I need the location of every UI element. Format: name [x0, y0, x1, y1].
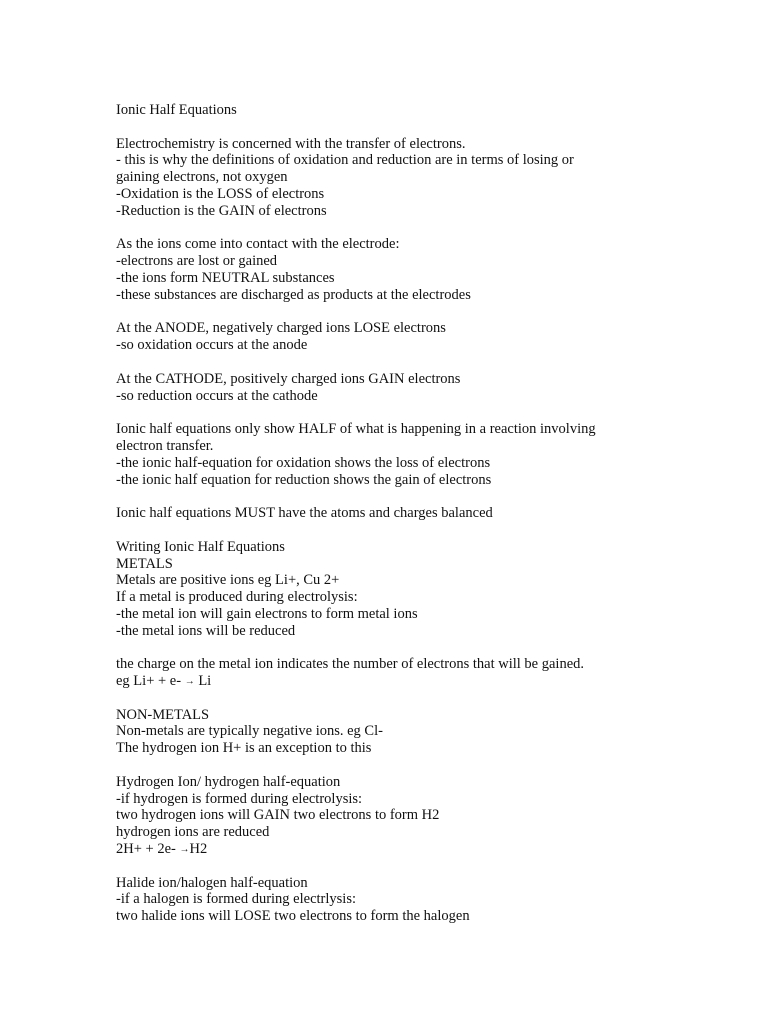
- spacer: [116, 220, 736, 237]
- text-line: electron transfer.: [116, 437, 214, 454]
- text-line: -so oxidation occurs at the anode: [116, 337, 308, 354]
- spacer: [116, 757, 736, 774]
- text-line: gaining electrons, not oxygen: [116, 169, 288, 186]
- equation-right: Li: [194, 673, 212, 690]
- text-line: -so reduction occurs at the cathode: [116, 387, 318, 404]
- text-line: -electrons are lost or gained: [116, 253, 278, 270]
- equation-right: H2: [189, 841, 208, 858]
- equation-left: 2H+ + 2e-: [116, 841, 180, 858]
- spacer: [116, 858, 736, 875]
- text-line: -the metal ion will gain electrons to form metal ions: [116, 605, 418, 622]
- text-line: METALS: [116, 555, 173, 572]
- text-line: Writing Ionic Half Equations: [116, 538, 285, 555]
- spacer: [116, 354, 736, 371]
- text-line: -the ionic half-equation for oxidation shows the loss of electrons: [116, 454, 491, 471]
- text-line: Non-metals are typically negative ions. eg Cl-: [116, 723, 383, 740]
- text-line: two hydrogen ions will GAIN two electrons to form H2: [116, 807, 440, 824]
- spacer: [116, 404, 736, 421]
- text-line: - this is why the definitions of oxidation and reduction are in terms of losing or: [116, 152, 574, 169]
- spacer: [116, 488, 736, 505]
- metal-equation: [116, 673, 736, 690]
- text-line: -the ions form NEUTRAL substances: [116, 269, 335, 286]
- text-line: Ionic half equations MUST have the atoms and charges balanced: [116, 505, 493, 522]
- text-line: At the CATHODE, positively charged ions GAIN electrons: [116, 370, 461, 387]
- right-arrow-icon: →: [184, 676, 195, 688]
- text-line: As the ions come into contact with the electrode:: [116, 236, 400, 253]
- text-line: the charge on the metal ion indicates the number of electrons that will be gained.: [116, 656, 585, 673]
- text-line: Metals are positive ions eg Li+, Cu 2+: [116, 572, 340, 589]
- text-line: At the ANODE, negatively charged ions LOSE electrons: [116, 320, 446, 337]
- text-line: -the metal ions will be reduced: [116, 622, 296, 639]
- text-line: two halide ions will LOSE two electrons to form the halogen: [116, 908, 470, 925]
- equation-left: eg Li+ + e-: [116, 673, 185, 690]
- text-line: NON-METALS: [116, 706, 210, 723]
- text-line: Hydrogen Ion/ hydrogen half-equation: [116, 773, 341, 790]
- spacer: [116, 522, 736, 539]
- spacer: [116, 690, 736, 707]
- hydrogen-equation: [116, 841, 736, 858]
- spacer: [116, 640, 736, 657]
- text-line: The hydrogen ion H+ is an exception to this: [116, 740, 372, 757]
- text-line: -the ionic half equation for reduction shows the gain of electrons: [116, 471, 492, 488]
- text-line: -Reduction is the GAIN of electrons: [116, 202, 327, 219]
- spacer: [116, 119, 736, 136]
- spacer: [116, 304, 736, 321]
- text-line: Halide ion/halogen half-equation: [116, 874, 308, 891]
- text-line: -Oxidation is the LOSS of electrons: [116, 185, 325, 202]
- text-line: hydrogen ions are reduced: [116, 824, 270, 841]
- text-line: If a metal is produced during electrolysis:: [116, 589, 358, 606]
- text-line: -if hydrogen is formed during electrolysis:: [116, 790, 363, 807]
- text-line: -if a halogen is formed during electrlysis:: [116, 891, 356, 908]
- right-arrow-icon: →: [179, 844, 190, 856]
- text-line: Ionic half equations only show HALF of what is happening in a reaction involving: [116, 421, 596, 438]
- text-line: -these substances are discharged as products at the electrodes: [116, 286, 471, 303]
- document-page: [116, 102, 736, 925]
- text-line: Electrochemistry is concerned with the transfer of electrons.: [116, 135, 466, 152]
- document-title: Ionic Half Equations: [116, 102, 237, 118]
